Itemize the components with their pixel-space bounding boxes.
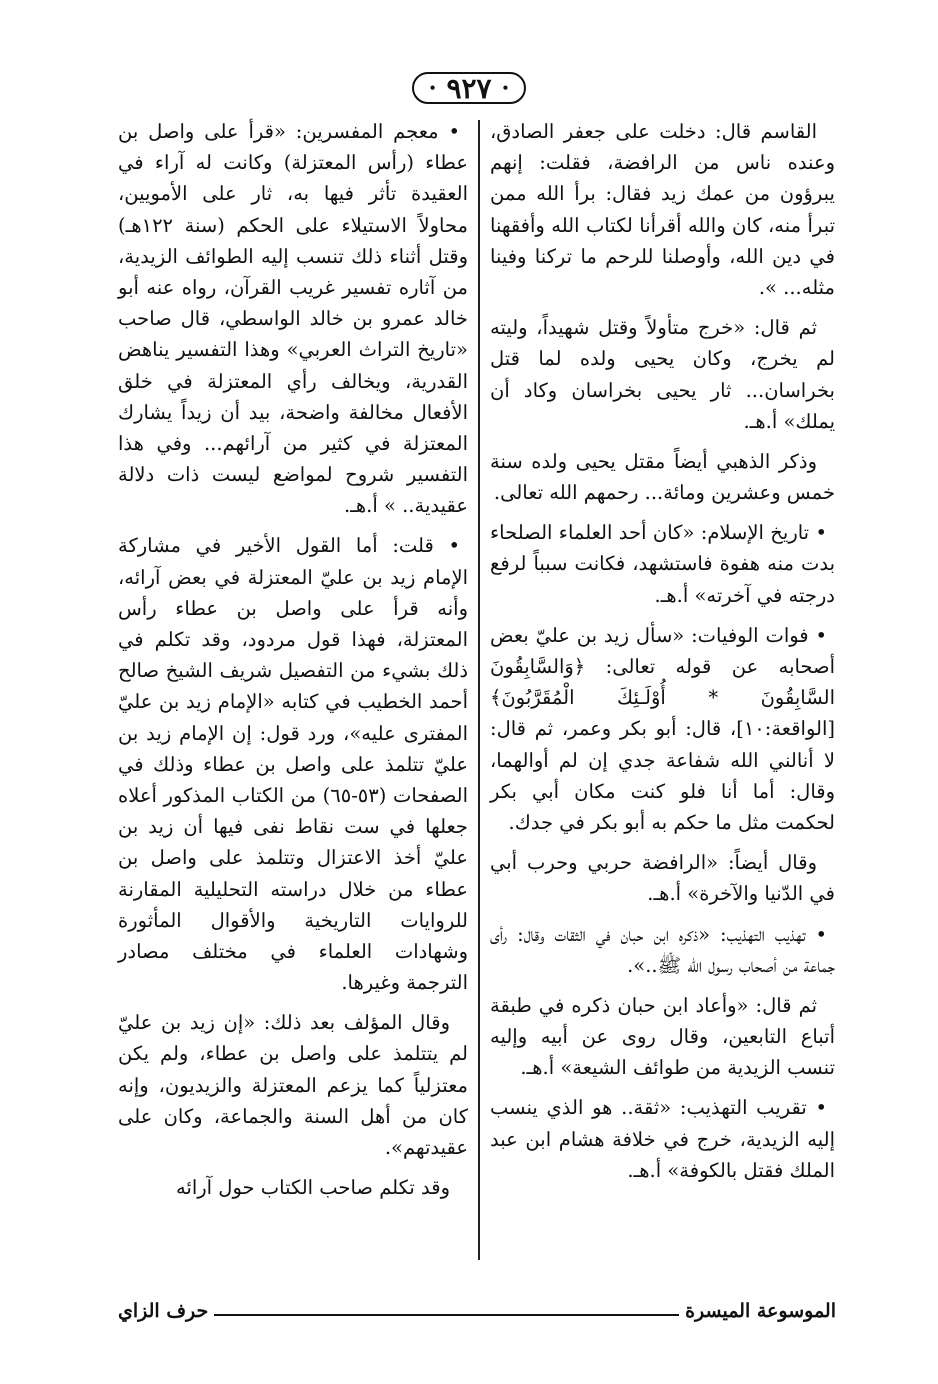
page-footer	[118, 1286, 836, 1322]
paragraph: وقال المؤلف بعد ذلك: «إن زيد بن عليّ لم يتتلمذ على واصل بن عطاء، ولم يكن معتزلياً كما يزعم المعتزلة والزيديون، وإنه كان من أهل السنة والجماعة، وكان على عقيدتهم».	[118, 1011, 468, 1159]
footer-encyclopedia-title: الموسوعة الميسرة	[685, 1300, 836, 1322]
paragraph: • معجم المفسرين: «قرأ على واصل بن عطاء (رأس المعتزلة) وكانت له آراء في العقيدة تأثر فيها به، ثار على الأمويين، محاولاً الاستيلاء على الحكم (سنة ١٢٢هـ) وقتل أثناء ذلك تنسب إليه الطوائف الزيدية، من آثاره تفسير غريب القرآن، رواه عنه أبو خالد عمرو بن خالد الواسطي، قال صاحب «تاريخ التراث العربي» وهذا التفسير يناهض القدرية، ويخالف رأي المعتزلة في خلق الأفعال مخالفة واضحة، بيد أن زيداً يشارك المعتزلة في كثير من آرائهم... وفي هذا التفسير شروح لمواضع ليست ذات دلالة عقيدية.. » أ.هـ.	[118, 120, 468, 518]
paragraph: وقال أيضاً: «الرافضة حربي وحرب أبي في الدّنيا والآخرة» أ.هـ.	[490, 851, 835, 906]
paragraph: وذكر الذهبي أيضاً مقتل يحيى ولده سنة خمس وعشرين ومائة... رحمهم الله تعالى.	[490, 449, 835, 505]
paragraph: ثم قال: «خرج متأولاً وقتل شهيداً، وليته لم يخرج، وكان يحيى ولده لما قتل بخراسان... ثار يحيى بخراسان وكاد أن يملك» أ.هـ.	[490, 316, 835, 433]
paragraph: • تاريخ الإسلام: «كان أحد العلماء الصلحاء بدت منه هفوة فاستشهد، فكانت سبباً لرفع درجته في آخرته» أ.هـ.	[490, 521, 835, 607]
paragraph: • تهذيب التهذيب: «ذكره ابن حبان في الثقات وقال: رأى جماعة من أصحاب رسول الله ﷺ..».	[490, 922, 835, 977]
page-number-header	[412, 68, 526, 108]
left-column	[118, 116, 468, 1212]
right-column	[490, 116, 835, 1195]
page-number: ٩٢٧	[446, 71, 492, 105]
paragraph: • تقريب التهذيب: «ثقة.. هو الذي ينسب إليه الزيدية، خرج في خلافة هشام ابن عبد الملك فقتل بالكوفة» أ.هـ.	[490, 1096, 835, 1182]
paragraph: وقد تكلم صاحب الكتاب حول آرائه	[175, 1176, 450, 1200]
paragraph: ثم قال: «وأعاد ابن حبان ذكره في طبقة أتباع التابعين، وقال روى عن أبيه وإليه تنسب الزيدية من طوائف الشيعة» أ.هـ.	[490, 993, 835, 1080]
footer-rule	[214, 1314, 679, 1316]
ornament-dot-left: •	[428, 81, 437, 95]
ornament-dot-right: •	[501, 81, 510, 95]
paragraph: القاسم قال: دخلت على جعفر الصادق، وعنده ناس من الرافضة، فقلت: إنهم يبرؤون من عمك زيد فقال: برأ الله ممن تبرأ منه، كان والله أقرأنا لكتاب الله وأفقهنا في دين الله، وأوصلنا للرحم ما تركنا وفينا مثله... ».	[490, 120, 835, 299]
column-divider	[478, 120, 480, 1260]
paragraph: • فوات الوفيات: «سأل زيد بن عليّ بعض أصحابه عن قوله تعالى: ﴿وَالسَّابِقُونَ السَّابِقُونَ * أُوْلَـئِكَ الْمُقَرَّبُونَ﴾ [الواقعة:١٠]، قال: أبو بكر وعمر، ثم قال: لا أنالني الله شفاعة جدي إن لم أوالهما، وقال: أما أنا فلو كنت مكان أبي بكر لحكمت مثل ما حكم به أبو بكر في جدك.	[490, 623, 835, 834]
footer-section-title: حرف الزاي	[118, 1300, 209, 1322]
paragraph: • قلت: أما القول الأخير في مشاركة الإمام زيد بن عليّ المعتزلة في بعض آرائه، وأنه قرأ على واصل بن عطاء رأس المعتزلة، فهذا قول مردود، وقد تكلم في ذلك بشيء من التفصيل شريف الشيخ صالح أحمد الخطيب في كتابه «الإمام زيد بن عليّ المفترى عليه»، ورد قول: إن الإمام زيد بن عليّ تتلمذ على واصل بن عطاء وذلك في الصفحات (٥٣-٦٥) من الكتاب المذكور أعلاه جعلها في ست نقاط نفى فيها أن زيد بن عليّ أخذ الاعتزال وتتلمذ على واصل بن عطاء من خلال دراسته التحليلية المقارنة للروايات التاريخية والأقوال المأثورة وشهادات العلماء في مختلف مصادر الترجمة وغيرها.	[118, 534, 468, 995]
